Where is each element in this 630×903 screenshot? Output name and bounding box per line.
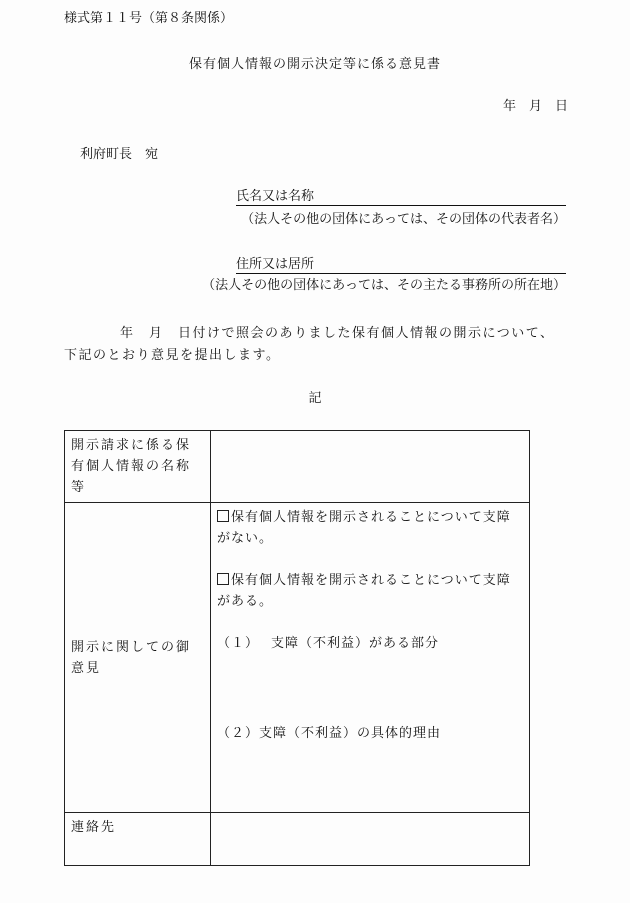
body-text: 年 月 日付けで照会のありました保有個人情報の開示について、下記のとおり意見を提出します。 xyxy=(64,326,555,363)
item1-text: 支障（不利益）がある部分 xyxy=(271,636,440,651)
table-row xyxy=(65,431,530,503)
name-note: （法人その他の団体にあっては、その団体の代表者名） xyxy=(241,212,566,227)
checkbox-icon[interactable] xyxy=(217,573,229,585)
item2-number: （２） xyxy=(217,726,260,741)
item1-number: （１） xyxy=(217,636,260,651)
item-1 xyxy=(217,633,523,654)
table-row xyxy=(65,503,530,813)
ki-heading: 記 xyxy=(308,391,322,406)
row1-input[interactable] xyxy=(211,431,530,503)
name-field[interactable] xyxy=(236,190,566,206)
address-field[interactable] xyxy=(236,258,566,274)
checkbox-icon[interactable] xyxy=(217,510,229,522)
contact-input[interactable] xyxy=(211,813,530,866)
option-hindrance[interactable] xyxy=(217,570,523,612)
table-row xyxy=(65,813,530,866)
row1-label: 開示請求に係る保有個人情報の名称等 xyxy=(65,431,211,503)
addressee: 利府町長 宛 xyxy=(80,147,159,162)
row2-label: 開示に関しての御意見 xyxy=(65,503,211,813)
row2-content xyxy=(211,503,530,813)
document-title: 保有個人情報の開示決定等に係る意見書 xyxy=(188,57,441,72)
item2-text: 支障（不利益）の具体的理由 xyxy=(259,726,442,741)
form-number: 様式第１１号（第８条関係） xyxy=(64,11,234,26)
row3-label: 連絡先 xyxy=(65,813,211,866)
option-no-hindrance[interactable] xyxy=(217,507,523,549)
item-2 xyxy=(217,723,523,744)
address-label: 住所又は居所 xyxy=(236,257,315,272)
opinion-table xyxy=(64,430,530,866)
option1-text: 保有個人情報を開示されることについて支障がない。 xyxy=(217,510,511,546)
body-paragraph xyxy=(64,323,568,367)
name-label: 氏名又は名称 xyxy=(236,189,315,204)
address-note: （法人その他の団体にあっては、その主たる事務所の所在地） xyxy=(202,278,566,293)
date-line: 年 月 日 xyxy=(502,99,568,114)
option2-text: 保有個人情報を開示されることについて支障がある。 xyxy=(217,573,511,609)
